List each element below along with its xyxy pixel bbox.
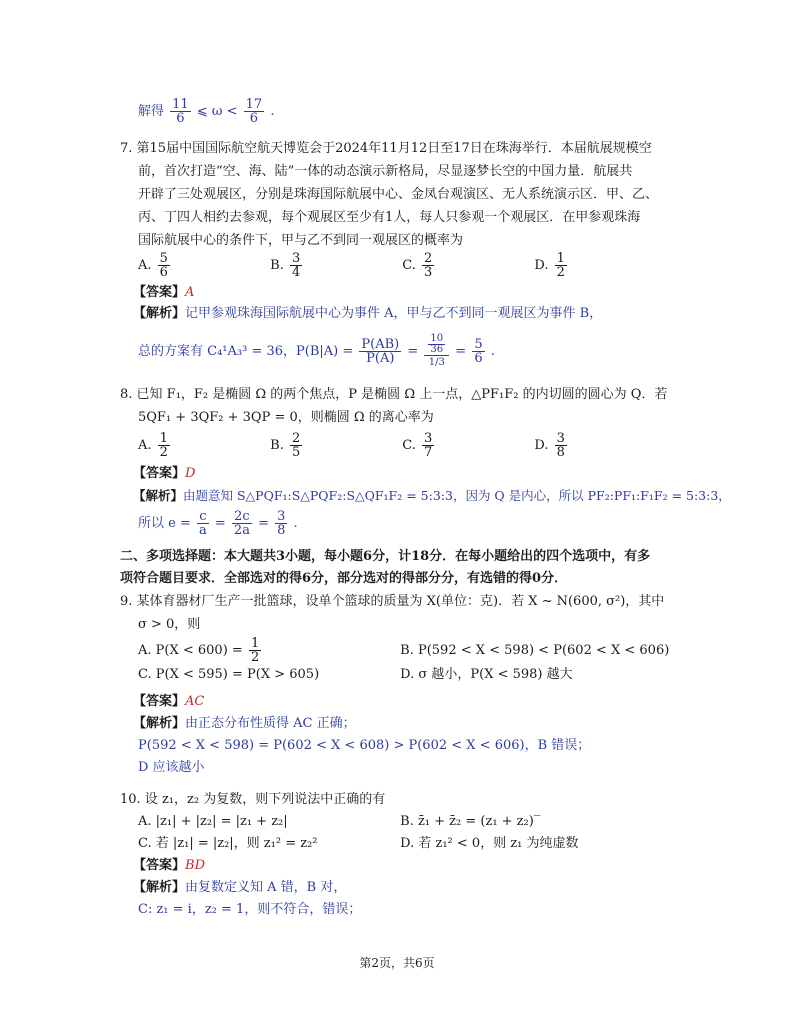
q7-option-b — [270, 252, 398, 279]
numerator: 10 — [430, 333, 444, 344]
denominator: 1/3 — [428, 357, 445, 368]
q7-answer — [133, 284, 194, 302]
numerator: 1 — [159, 431, 168, 446]
answer-tag: 【答案】 — [133, 858, 186, 873]
denominator: 2 — [159, 445, 168, 460]
analysis-text: 记甲参观珠海国际航展中心为事件 A，甲与乙不到同一观展区为事件 B， — [185, 306, 603, 321]
q9-option-b: B. P(592 < X < 598) < P(602 < X < 606) — [400, 643, 670, 658]
q8-analysis-line-2 — [138, 510, 298, 537]
q7-line-1: 7. 第15届中国国际航空航天博览会于2024年11月12日至17日在珠海举行．本届航展规模空 — [120, 141, 652, 156]
denominator: 8 — [556, 445, 565, 460]
period: . — [270, 104, 275, 119]
option-label: C. — [402, 258, 416, 273]
analysis-text: 所以 e = — [138, 516, 195, 531]
answer-value: AC — [185, 694, 205, 709]
fraction — [290, 432, 302, 459]
q9-analysis-line-1 — [133, 715, 356, 733]
denominator: 6 — [159, 265, 168, 280]
denominator: 4 — [291, 265, 301, 280]
q10-option-b: B. z̄₁ + z̄₂ = (z₁ + z₂)‾ — [400, 814, 541, 829]
numerator: c — [199, 509, 207, 524]
fraction — [232, 510, 252, 537]
analysis-text: 总的方案有 C₄¹A₃³ = 36，P(B|A) = — [138, 344, 358, 359]
q9-options-row-1 — [138, 637, 669, 664]
fraction — [197, 510, 209, 537]
fraction — [158, 252, 170, 279]
q8-option-d — [534, 432, 662, 459]
equals: = — [455, 344, 471, 359]
q9-analysis-line-3: D 应该越小 — [138, 760, 205, 775]
q7-line-2: 前，首次打造“空、海、陆”一体的动态演示新格局，尽显逐梦长空的中国力量．航展共 — [138, 164, 633, 179]
option-label: D. — [534, 258, 549, 273]
answer-value: D — [185, 466, 196, 481]
fraction — [249, 637, 261, 664]
q7-line-4: 丙、丁四人相约去参观，每个观展区至少有1人，每人只参观一个观展区．在甲参观珠海 — [138, 210, 641, 225]
answer-value: BD — [185, 858, 205, 873]
compound-fraction — [424, 334, 449, 369]
numerator: 2 — [424, 251, 433, 266]
fraction — [555, 432, 567, 459]
answer-value: A — [185, 285, 195, 300]
option-label: A. — [138, 438, 152, 453]
q9-options-row-2 — [138, 666, 573, 684]
numerator: P(AB) — [361, 337, 400, 352]
section-heading-line-2: 项符合题目要求．全部选对的得6分，部分选对的得部分分，有选错的得0分． — [120, 571, 568, 586]
fraction — [170, 98, 191, 125]
q10-options-row-2 — [138, 835, 579, 853]
denominator: 6 — [474, 351, 483, 366]
period: . — [490, 344, 495, 359]
numerator: 5 — [159, 251, 168, 266]
q10-analysis-line-1 — [133, 879, 346, 897]
q10-line-1: 10. 设 z₁，z₂ 为复数，则下列说法中正确的有 — [120, 792, 386, 807]
q9-option-a — [138, 637, 396, 664]
q9-option-c: C. P(X < 595) = P(X > 605) — [138, 667, 320, 682]
numerator: 2 — [291, 431, 301, 446]
q9-line-1: 9. 某体育器材厂生产一批篮球，设单个篮球的质量为 X(单位：克)．若 X ~ N(600, σ²)，其中 — [120, 594, 665, 609]
option-label: D. — [534, 438, 549, 453]
fraction — [555, 252, 567, 279]
section-heading-line-1: 二、多项选择题：本大题共3小题，每小题6分，计18分．在每小题给出的四个选项中，有多 — [120, 549, 651, 564]
q8-line-2: 5QF₁ + 3QF₂ + 3QP = 0，则椭圆 Ω 的离心率为 — [138, 410, 434, 425]
analysis-tag: 【解析】 — [133, 716, 186, 731]
option-text: A. P(X < 600) = — [138, 643, 247, 658]
fraction — [359, 338, 401, 365]
q9-answer — [133, 693, 204, 711]
numerator: 2c — [234, 509, 250, 524]
denominator: 2 — [250, 650, 260, 665]
q10-answer — [133, 857, 205, 875]
denominator: P(A) — [366, 351, 395, 366]
numerator: 5 — [474, 337, 483, 352]
denominator: 36 — [430, 344, 444, 355]
q8-answer — [133, 465, 195, 483]
fraction — [422, 252, 434, 279]
top-prefix: 解得 — [138, 104, 165, 119]
analysis-tag: 【解析】 — [133, 880, 186, 895]
equals: = — [258, 516, 274, 531]
fraction — [428, 334, 445, 355]
top-solution-line — [138, 98, 274, 125]
q9-analysis-line-2: P(592 < X < 598) = P(602 < X < 608) > P(602 < X < 606)，B 错误； — [138, 738, 591, 753]
q7-analysis-line-1 — [133, 305, 602, 323]
analysis-tag: 【解析】 — [133, 306, 186, 321]
answer-tag: 【答案】 — [133, 694, 186, 709]
numerator: 11 — [172, 97, 189, 112]
analysis-text: 由正态分布性质得 AC 正确； — [185, 716, 356, 731]
denominator: 3 — [424, 265, 433, 280]
q10-analysis-line-2: C: z₁ = i，z₂ = 1，则不符合，错误； — [138, 902, 362, 917]
numerator: 3 — [556, 431, 565, 446]
numerator: 1 — [556, 251, 565, 266]
denominator: 8 — [277, 523, 286, 538]
analysis-tag: 【解析】 — [133, 488, 184, 503]
q7-line-5: 国际航展中心的条件下，甲与乙不到同一观展区的概率为 — [138, 233, 464, 248]
numerator: 3 — [277, 509, 286, 524]
denominator: 2a — [233, 523, 250, 538]
fraction — [290, 252, 302, 279]
q8-options — [138, 432, 662, 459]
q10-option-d: D. 若 z₁² < 0，则 z₁ 为纯虚数 — [400, 836, 579, 851]
numerator: 1 — [250, 636, 260, 651]
q8-analysis-line-1 — [133, 487, 731, 505]
analysis-text: 由题意知 S△PQF₁:S△PQF₂:S△QF₁F₂ = 5:3:3，因为 Q 是内心，所以 PF₂:PF₁:F₁F₂ = 5:3:3， — [183, 488, 731, 503]
q8-option-b — [270, 432, 398, 459]
q10-options-row-1 — [138, 813, 540, 831]
denominator: 6 — [176, 111, 185, 126]
q7-options — [138, 252, 662, 279]
denominator: 2 — [556, 265, 565, 280]
answer-tag: 【答案】 — [133, 285, 186, 300]
equals: = — [214, 516, 230, 531]
numerator: 3 — [424, 431, 433, 446]
option-label: B. — [270, 438, 284, 453]
answer-tag: 【答案】 — [133, 466, 186, 481]
fraction — [275, 510, 287, 537]
option-label: A. — [138, 258, 152, 273]
q7-line-3: 开辟了三处观展区，分别是珠海国际航展中心、金凤台观演区、无人系统演示区．甲、乙、 — [138, 187, 659, 202]
denominator: a — [198, 523, 207, 538]
denominator: 7 — [424, 445, 433, 460]
q9-option-d: D. σ 越小，P(X < 598) 越大 — [400, 667, 573, 682]
q8-option-c — [402, 432, 530, 459]
fraction — [158, 432, 170, 459]
inequality: ⩽ ω < — [196, 104, 242, 119]
numerator: 17 — [245, 97, 263, 112]
analysis-text: 由复数定义知 A 错，B 对， — [185, 880, 347, 895]
equals: = — [407, 344, 423, 359]
q8-line-1: 8. 已知 F₁，F₂ 是椭圆 Ω 的两个焦点，P 是椭圆 Ω 上一点，△PF₁F₂ 的内切圆的圆心为 Q．若 — [120, 387, 668, 402]
option-label: C. — [402, 438, 416, 453]
period: . — [293, 516, 298, 531]
fraction — [472, 338, 484, 365]
q7-analysis-line-2 — [138, 334, 495, 369]
q7-option-a — [138, 252, 266, 279]
q7-option-d — [534, 252, 662, 279]
fraction — [422, 432, 434, 459]
q9-line-2: σ > 0，则 — [138, 617, 201, 632]
numerator — [424, 334, 449, 356]
page-number-footer: 第2页，共6页 — [359, 956, 435, 970]
fraction — [244, 98, 265, 125]
option-label: B. — [270, 258, 284, 273]
q8-option-a — [138, 432, 266, 459]
q7-option-c — [402, 252, 530, 279]
q10-option-a: A. |z₁| + |z₂| = |z₁ + z₂| — [138, 814, 288, 829]
denominator: 5 — [291, 445, 301, 460]
numerator: 3 — [291, 251, 301, 266]
denominator: 6 — [249, 111, 259, 126]
q10-option-c: C. 若 |z₁| = |z₂|，则 z₁² = z₂² — [138, 836, 318, 851]
